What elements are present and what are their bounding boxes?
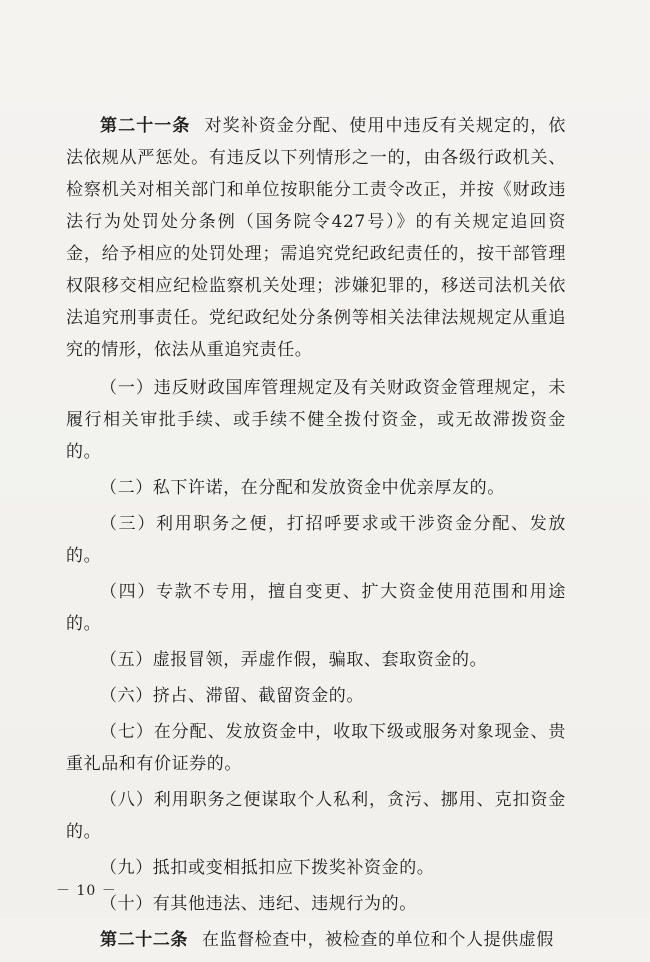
list-item-6: （六）挤占、滞留、截留资金的。: [100, 686, 364, 706]
list-item-7: （七）在分配、发放资金中，收取下级或服务对象现金、贵重礼品和有价证券的。: [66, 722, 566, 774]
list-item-2: （二）私下许诺，在分配和发放资金中优亲厚友的。: [100, 478, 505, 498]
article-21-paragraph: [66, 110, 566, 366]
document-body: [66, 110, 566, 962]
list-item-9: （九）抵扣或变相抵扣应下拨奖补资金的。: [100, 858, 435, 878]
article-22-text: 在监督检查中，被检查的单位和个人提供虚假: [202, 930, 554, 950]
list-item-3: （三）利用职务之便，打招呼要求或干涉资金分配、发放的。: [66, 514, 566, 566]
article-21-heading: 第二十一条: [100, 116, 191, 136]
article-21-text: 对奖补资金分配、使用中违反有关规定的，依法依规从严惩处。有违反以下列情形之一的，由各级行政机关、检察机关对相关部门和单位按职能分工责令改正，并按《财政违法行为处罚处分条例（国务院令427号）》的有关规定追回资金，给予相应的处罚处理；需追究党纪政纪责任的，按干部管理权限移交相应纪检监察机关处理；涉嫌犯罪的，移送司法机关依法追究刑事责任。党纪政纪处分条例等相关法律法规规定从重追究的情形，依法从重追究责任。: [66, 116, 566, 360]
list-item-10: （十）有其他违法、违纪、违规行为的。: [100, 894, 417, 914]
list-item-8: （八）利用职务之便谋取个人私利，贪污、挪用、克扣资金的。: [66, 790, 566, 842]
page-number: － 10 －: [56, 883, 117, 899]
list-item-5: （五）虚报冒领，弄虚作假，骗取、套取资金的。: [100, 650, 488, 670]
article-22-paragraph: [66, 924, 566, 956]
article-22-heading: 第二十二条: [100, 930, 188, 950]
list-item-1: （一）违反财政国库管理规定及有关财政资金管理规定，未履行相关审批手续、或手续不健全拨付资金，或无故滞拨资金的。: [66, 378, 566, 462]
list-item-4: （四）专款不专用，擅自变更、扩大资金使用范围和用途的。: [66, 582, 566, 634]
